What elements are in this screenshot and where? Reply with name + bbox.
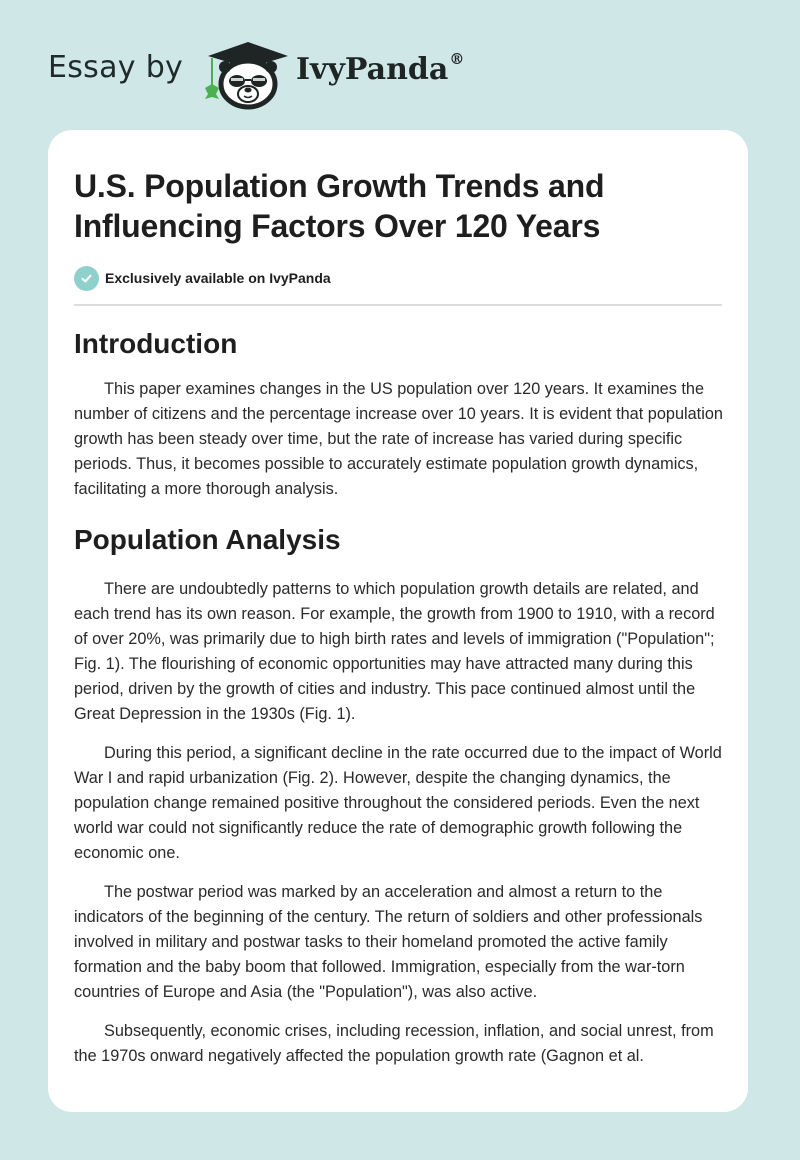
essay-title: U.S. Population Growth Trends and Influencing Factors Over 120 Years	[74, 168, 605, 244]
check-circle-icon	[74, 266, 99, 291]
essay-card	[48, 130, 748, 1112]
paragraph: During this period, a significant decline in the rate occurred due to the impact of World War I and rapid urbanization (Fig. 2). However, despite the changing dynamics, the population change remained positive throughout the considered periods. Even the next world war could not significantly reduce the rate of demographic growth following the economic one.	[74, 744, 722, 862]
exclusive-badge	[74, 264, 722, 292]
essay-by-label: Essay by	[48, 50, 184, 85]
paragraph: There are undoubtedly patterns to which population growth details are related, and each trend has its own reason. For example, the growth from 1900 to 1910, with a record of over 20%, was primarily due to high birth rates and levels of immigration ("Population"; Fig. 1). The flourishing of economic opportunities may have attracted many during this period, driven by the growth of cities and industry. This pace continued almost until the Great Depression in the 1930s (Fig. 1).	[74, 580, 715, 723]
exclusive-text: Exclusively available on IvyPanda	[105, 270, 331, 286]
registered-mark: ®	[449, 50, 465, 68]
section-heading: Population Analysis	[74, 524, 341, 555]
section-heading: Introduction	[74, 328, 238, 359]
section-population-analysis	[74, 522, 722, 1069]
paragraph: This paper examines changes in the US population over 120 years. It examines the number of citizens and the percentage increase over 10 years. It is evident that population growth has been steady over time, but the rate of increase has varied during specific periods. Thus, it becomes possible to accurately estimate population growth dynamics, facilitating a more thorough analysis.	[74, 380, 723, 498]
paragraph: The postwar period was marked by an acceleration and almost a return to the indicators of the beginning of the century. The return of soldiers and other professionals involved in military and postwar tasks to their homeland promoted the active family formation and the baby boom that followed. Immigration, especially from the war-torn countries of Europe and Asia (the "Population"), was also active.	[74, 883, 703, 1001]
paragraph: Subsequently, economic crises, including recession, inflation, and social unrest, from the 1970s onward negatively affected the population growth rate (Gagnon et al.	[74, 1022, 714, 1065]
panda-graduate-icon[interactable]	[200, 34, 292, 110]
brand-name: IvyPanda	[296, 52, 449, 87]
section-introduction	[74, 326, 722, 502]
title-divider	[74, 304, 722, 306]
site-header	[0, 0, 800, 130]
brand-wordmark[interactable]	[296, 52, 464, 87]
